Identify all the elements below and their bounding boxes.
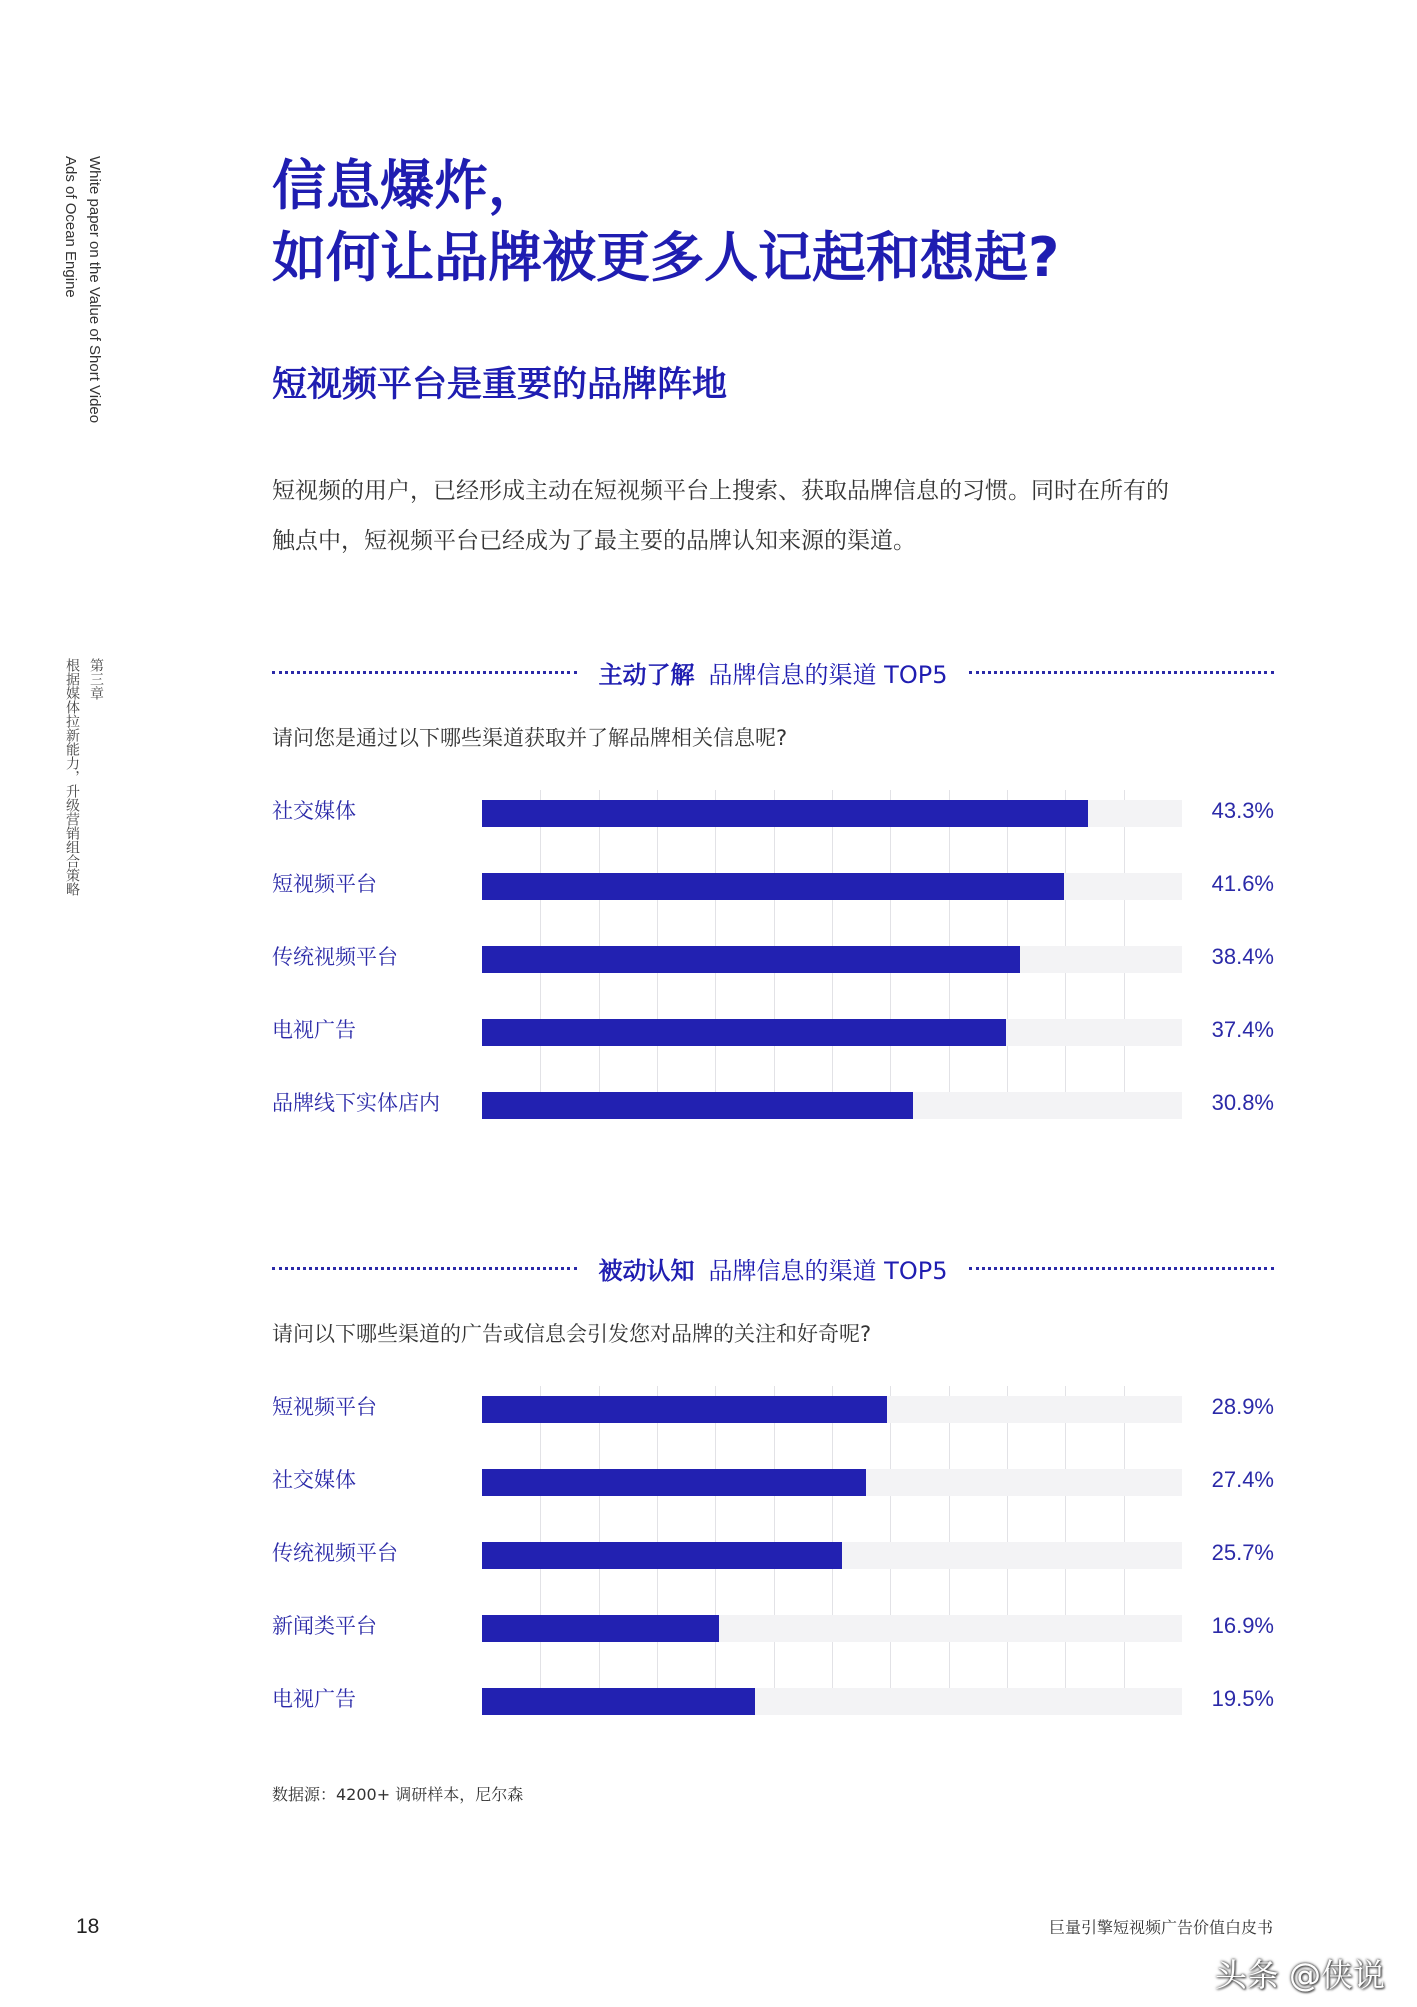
- bar-track: [482, 1396, 1182, 1423]
- bar-category-label: 社交媒体: [272, 799, 356, 823]
- page-title: [272, 150, 1059, 294]
- bar-track: [482, 800, 1182, 827]
- dotted-divider-right: [969, 671, 1274, 674]
- bar-track: [482, 1092, 1182, 1119]
- bar-row: [272, 863, 1274, 936]
- bar: [482, 1092, 913, 1119]
- bar-track: [482, 946, 1182, 973]
- bar-category-label: 短视频平台: [272, 872, 377, 896]
- survey-question: 请问以下哪些渠道的广告或信息会引发您对品牌的关注和好奇呢?: [272, 1322, 872, 1346]
- bar-track: [482, 1688, 1182, 1715]
- bar-row: [272, 1082, 1274, 1155]
- bar-value-label: 25.7%: [1211, 1540, 1274, 1565]
- bar-value-label: 27.4%: [1211, 1467, 1274, 1492]
- bar: [482, 1469, 866, 1496]
- sidebar-english-line1: White paper on the Value of Short Video: [86, 156, 103, 424]
- sidebar-english-line2: Ads of Ocean Engine: [62, 156, 79, 298]
- bar: [482, 1019, 1006, 1046]
- dotted-divider-right: [969, 1267, 1274, 1270]
- bar: [482, 800, 1088, 827]
- section-header: [272, 1248, 1274, 1288]
- bar: [482, 873, 1064, 900]
- bar-category-label: 传统视频平台: [272, 1541, 398, 1565]
- bar-value-label: 28.9%: [1211, 1394, 1274, 1419]
- bar-value-label: 38.4%: [1211, 944, 1274, 969]
- section-title-strong: 主动了解: [598, 660, 695, 689]
- section-title-rest: 品牌信息的渠道 TOP5: [708, 660, 948, 689]
- bar-row: [272, 1009, 1274, 1082]
- bar-track: [482, 1019, 1182, 1046]
- bar-chart-active: [272, 790, 1274, 1155]
- sidebar-english-title: [58, 156, 106, 423]
- bar: [482, 946, 1020, 973]
- sidebar-chapter: [60, 658, 108, 896]
- bar: [482, 1615, 719, 1642]
- bar-value-label: 43.3%: [1211, 798, 1274, 823]
- bar-track: [482, 873, 1182, 900]
- bar-category-label: 品牌线下实体店内: [272, 1091, 440, 1115]
- dotted-divider-left: [272, 1267, 577, 1270]
- section-title: [577, 655, 970, 690]
- bar-category-label: 电视广告: [272, 1687, 356, 1711]
- bar-row: [272, 936, 1274, 1009]
- bar-row: [272, 1532, 1274, 1605]
- footer-doc-title: 巨量引擎短视频广告价值白皮书: [1048, 1918, 1273, 1937]
- bar-row: [272, 1386, 1274, 1459]
- bar-row: [272, 1678, 1274, 1751]
- bar-category-label: 短视频平台: [272, 1395, 377, 1419]
- bar-track: [482, 1542, 1182, 1569]
- page-title-line2: 如何让品牌被更多人记起和想起?: [272, 226, 1060, 289]
- bar-row: [272, 1605, 1274, 1678]
- bar-value-label: 19.5%: [1211, 1686, 1274, 1711]
- bar-category-label: 电视广告: [272, 1018, 356, 1042]
- data-source-note: 数据源：4200+ 调研样本，尼尔森: [272, 1785, 524, 1804]
- bar-row: [272, 1459, 1274, 1532]
- intro-line1: 短视频的用户，已经形成主动在短视频平台上搜索、获取品牌信息的习惯。同时在所有的: [272, 478, 1169, 504]
- page-number: 18: [76, 1915, 100, 1938]
- bar-value-label: 41.6%: [1211, 871, 1274, 896]
- bar-row: [272, 790, 1274, 863]
- dotted-divider-left: [272, 671, 577, 674]
- bar: [482, 1688, 755, 1715]
- section-passive: [272, 1248, 1274, 1751]
- bar-value-label: 30.8%: [1211, 1090, 1274, 1115]
- sidebar-chapter-title: 根据媒体拉新能力，升级营销组合策略: [64, 658, 80, 896]
- section-active: [272, 652, 1274, 1155]
- bar-chart-passive: [272, 1386, 1274, 1751]
- bar-track: [482, 1615, 1182, 1642]
- bar-category-label: 社交媒体: [272, 1468, 356, 1492]
- bar-value-label: 37.4%: [1211, 1017, 1274, 1042]
- intro-paragraph: [272, 466, 1282, 566]
- section-title: [577, 1251, 970, 1286]
- bar: [482, 1542, 842, 1569]
- page-subtitle: 短视频平台是重要的品牌阵地: [272, 365, 728, 405]
- section-title-rest: 品牌信息的渠道 TOP5: [708, 1256, 948, 1285]
- intro-line2: 触点中，短视频平台已经成为了最主要的品牌认知来源的渠道。: [272, 528, 916, 554]
- survey-question: 请问您是通过以下哪些渠道获取并了解品牌相关信息呢?: [272, 726, 788, 750]
- section-title-strong: 被动认知: [598, 1256, 695, 1285]
- sidebar-chapter-number: 第三章: [88, 658, 104, 700]
- bar-category-label: 传统视频平台: [272, 945, 398, 969]
- watermark: 头条 @侠说: [1214, 1956, 1385, 1994]
- bar: [482, 1396, 887, 1423]
- bar-track: [482, 1469, 1182, 1496]
- page-title-line1: 信息爆炸，: [272, 154, 542, 217]
- section-header: [272, 652, 1274, 692]
- bar-value-label: 16.9%: [1211, 1613, 1274, 1638]
- bar-category-label: 新闻类平台: [272, 1614, 377, 1638]
